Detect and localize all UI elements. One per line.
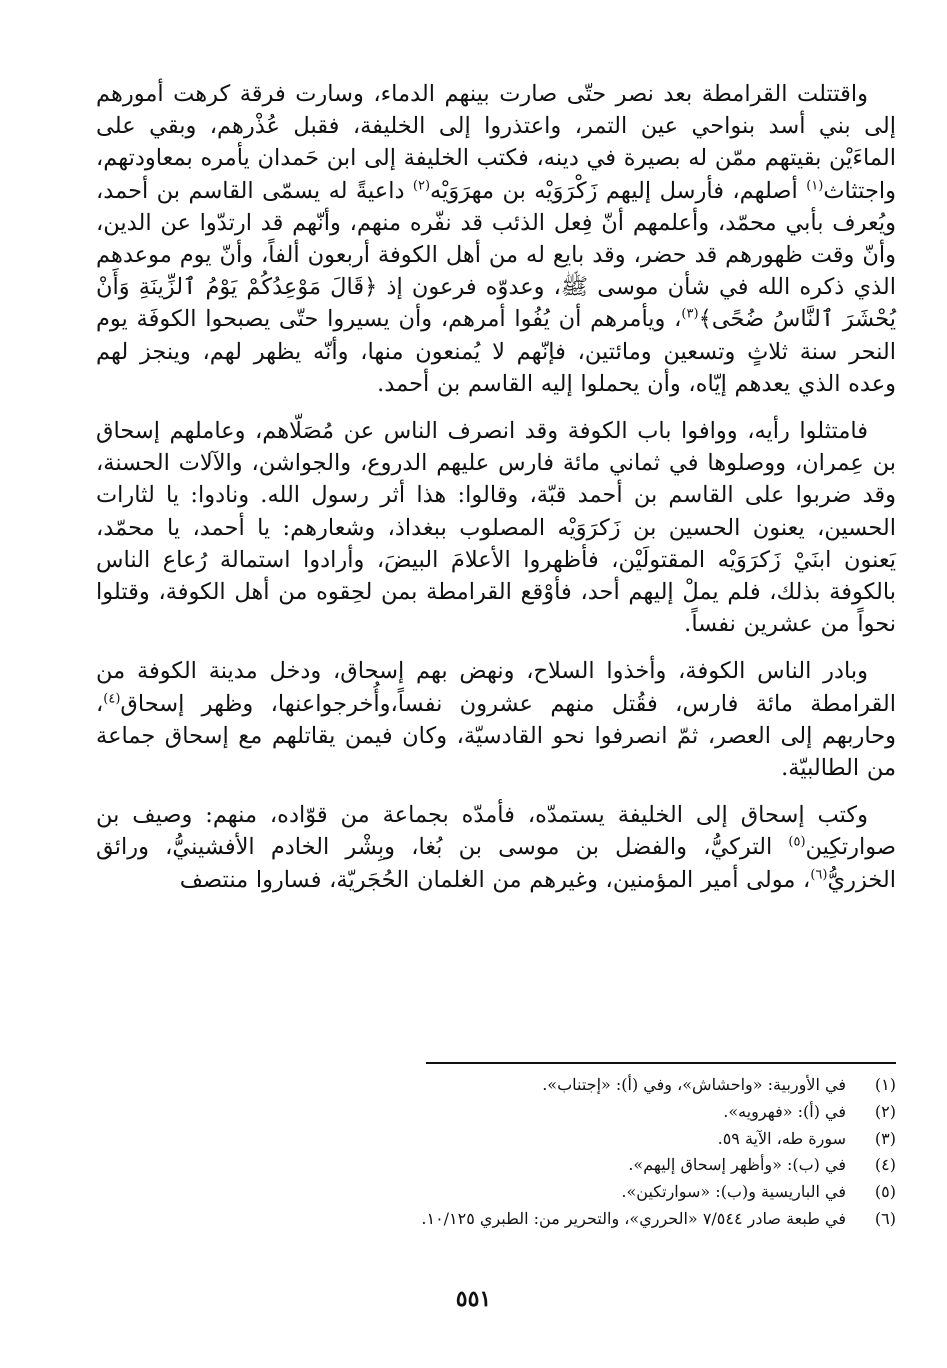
paragraph-1-text: واقتتلت القرامطة بعد نصر حتّى صارت بينهم الدماء، وسارت فرقة كرهت أمورهم إلى بني أسد بنواحي عين التمر، واعتذروا إلى الخليفة، فقبل عُذْرهم، وبقي على الماءَيْن بقيتهم ممّن له بصيرة في دينه، فكتب الخليفة إلى ابن حَمدان يأمره بمعاودتهم، واجتثاث [96,81,896,204]
paragraph-4-text-3: ، مولى أمير المؤمنين، وغيرهم من الغلمان الحُجَريّة، فساروا منتصف [179,866,811,893]
paragraph-3-text: وبادر الناس الكوفة، وأخذوا السلاح، ونهض بهم إسحاق، ودخل مدينة الكوفة من القرامطة مائة فارس، فقُتل منهم عشرون نفساً،وأُخرجواعنها، وظهر إسحاق [96,658,896,717]
paragraph-4-text: وكتب إسحاق إلى الخليفة يستمدّه، فأمدّه بجماعة من قوّاده، منهم: وصيف بن صوارتكِين [96,802,896,861]
footnote-text: سورة طه، الآية ٥٩. [717,1128,846,1148]
footnote-text: في الأوربية: «واحشاش»، وفي (أ): «إجتناب». [542,1075,846,1094]
paragraph-1-text-4: ، ويأمرهم أن يُفُوا أمرهم، وأن يسيروا حتّى يصبحوا الكوفَة يوم النحر سنة ثلاثٍ وتسعين ومائتين، فإنّهم لا يُمنعون منها، وأنّه يظهر لهم، وينجز لهم وعده الذي يعدهم إيّاه، وأن يحملوا إليه القاسم بن أحمد. [96,306,896,397]
page-number: ٥٥١ [455,1286,492,1312]
paragraph-1-text-3: داعيةً له يسمّى القاسم بن أحمد، ويُعرف بأبي محمّد، وأعلمهم أنّ فِعل الذئب قد نفّره منهم، وأنّهم قد ارتدّوا عن الدين، وأنّ وقت ظهورهم قد حضر، وقد بايع له من أهل الكوفة أربعون ألفاً، وأنّ يوم موعدهم الذي ذكره الله في شأن موسى ﷺ، وعدوّه فرعون إذ ﴿قَالَ مَوْعِدُكُمْ يَوْمُ ٱلزِّينَةِ وَأَنْ يُحْشَرَ ٱلنَّاسُ ضُحًى﴾ [96,177,897,333]
paragraph-1-text-2: أصلهم، فأرسل إليهم زَكْرَوَيْه بن مهرَوَيْه [430,177,807,204]
paragraph-2 [96,415,896,640]
footnote-ref-6: (٦) [810,867,828,883]
footnote-number: (٥) [874,1182,896,1202]
footnote [96,1072,896,1099]
footnote-number: (٢) [874,1101,896,1121]
footnote [96,1206,896,1233]
paragraph-1 [96,78,896,400]
footnote-text: في (ب): «وأظهر إسحاق إليهم». [628,1155,846,1175]
paragraph-4 [96,799,896,896]
footnote [96,1179,896,1206]
footnote-ref-2: (٢) [412,178,431,194]
footnote-ref-5: (٥) [788,834,806,850]
paragraph-3 [96,655,896,784]
footnote [96,1099,896,1126]
footnote-number: (٣) [874,1128,896,1148]
footnote-ref-4: (٤) [103,691,121,707]
paragraph-2-text: فامتثلوا رأيه، ووافوا باب الكوفة وقد انصرف الناس عن مُصَلّاهم، وعاملهم إسحاق بن عِمران، ووصلوها في ثماني مائة فارس عليهم الدروع، والجواشن، والآلات الحسنة، وقد ضربوا على القاسم بن أحمد قبّة، وقالوا: هذا أثر رسول الله. ونادوا: يا لثارات الحسين، يعنون الحسين بن زَكرَوَيْه المصلوب ببغداذ، وشعارهم: يا أحمد، يا محمّد، يَعنون ابنَيْ زَكرَوَيْه المقتولَيْن، فأظهروا الأعلامَ البيضَ، وأرادوا استمالة رُعاع الناس بالكوفة بذلك، فلم يملْ إليهم أحد، فأوْقع القرامطة بمن لحِقوه من أهل الكوفة، وقتلوا نحواً من عشرين نفساً. [96,418,896,638]
paragraph-3-text-2: ، وحاربهم إلى العصر، ثمّ انصرفوا نحو القادسيّة، وكان فيمن يقاتلهم مع إسحاق جماعة من الطالبيّة. [96,690,896,782]
main-text [96,78,896,911]
footnotes-list [96,1072,896,1233]
footnote-number: (٦) [874,1208,896,1228]
footnote-divider [426,1062,896,1064]
paragraph-4-text-2: التركيُّ، والفضل بن موسى بن بُغا، وبِشْر الخادم الأفشينيُّ، ورائق الخزريُّ [96,834,896,893]
footnote-text: في طبعة صادر ٧/٥٤٤ «الحرري»، والتحرير من: الطبري ١٠/١٢٥. [421,1208,846,1228]
footnote-number: (٤) [874,1155,896,1175]
footnote [96,1152,896,1179]
footnote-number: (١) [874,1075,896,1094]
footnote-text: في (أ): «فهرويه». [723,1101,846,1121]
footnote-ref-1: (١) [806,178,824,194]
footnote-text: في الباريسية و(ب): «سوارتكين». [621,1182,846,1202]
footnote [96,1126,896,1153]
footnote-ref-3: (٣) [681,306,699,322]
